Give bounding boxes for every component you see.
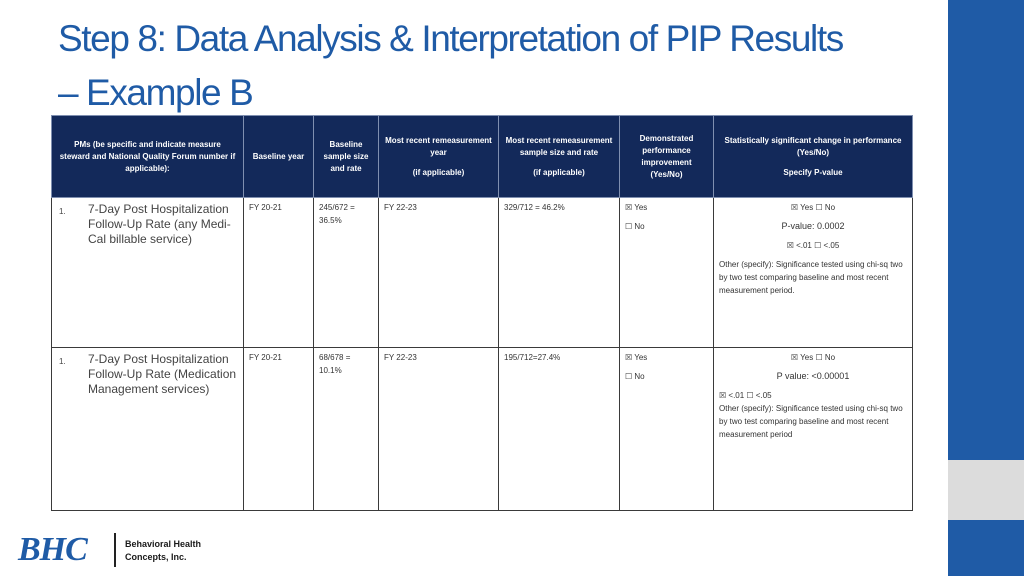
other-specify: [719, 258, 907, 297]
significance-cell: [714, 348, 913, 511]
header-recent-year-label: Most recent remeasurement year: [385, 135, 492, 157]
pm-cell: [52, 198, 244, 348]
table-row: [52, 348, 913, 511]
other-specify-text: Significance tested using chi-sq two by two test comparing baseline and most recent measurement period: [719, 404, 903, 439]
recent-year-cell: FY 22-23: [379, 348, 499, 511]
header-recent-sample: [499, 116, 620, 198]
p-value-text: P-value: 0.0002: [781, 221, 845, 231]
demonstrated-cell: [620, 198, 714, 348]
company-name-line2: Concepts, Inc.: [125, 552, 187, 562]
header-baseline-sample: Baseline sample size and rate: [314, 116, 379, 198]
demonstrated-yes-checkbox[interactable]: ☒ Yes: [625, 203, 648, 212]
pip-results-table: [51, 115, 913, 511]
header-baseline-year: Baseline year: [244, 116, 314, 198]
header-pms: PMs (be specific and indicate measure steward and National Quality Forum number if applicable):: [52, 116, 244, 198]
recent-sample-cell: 329/712 = 46.2%: [499, 198, 620, 348]
p-value-text: P value: <0.00001: [776, 371, 850, 381]
company-name-line1: Behavioral Health: [125, 539, 202, 549]
demonstrated-no-checkbox[interactable]: ☐ No: [625, 222, 645, 231]
pm-description: 7-Day Post Hospitalization Follow-Up Rate (Medication Management services): [88, 352, 237, 396]
company-name: [125, 538, 201, 564]
slide-title: [58, 12, 938, 120]
header-recent-year: [379, 116, 499, 198]
other-specify-text: Significance tested using chi-sq two by two test comparing baseline and most recent measurement period.: [719, 260, 903, 295]
header-recent-sample-label: Most recent remeasurement sample size and rate: [505, 135, 613, 157]
right-accent-bar: [948, 0, 1024, 576]
p-threshold-checkboxes[interactable]: ☒ <.01 ☐ <.05: [786, 241, 840, 250]
demonstrated-no-checkbox[interactable]: ☐ No: [625, 372, 645, 381]
baseline-year-cell: FY 20-21: [244, 348, 314, 511]
pm-description: 7-Day Post Hospitalization Follow-Up Rate (any Medi-Cal billable service): [88, 202, 231, 246]
header-recent-year-sub: (if applicable): [412, 167, 465, 177]
pm-cell: [52, 348, 244, 511]
right-accent-light-segment: [948, 460, 1024, 520]
other-specify-label: Other (specify):: [719, 404, 774, 413]
recent-sample-cell: 195/712=27.4%: [499, 348, 620, 511]
other-specify: [719, 402, 907, 441]
slide-title-line1: Step 8: Data Analysis & Interpretation of PIP Results: [58, 18, 843, 59]
other-specify-label: Other (specify):: [719, 260, 774, 269]
baseline-sample-cell: 245/672 = 36.5%: [314, 198, 379, 348]
bhc-logo-text: BHC: [18, 531, 87, 568]
right-accent-bottom-segment: [948, 520, 1024, 576]
bhc-logo: [16, 529, 108, 569]
header-significance-sub: Specify P-value: [783, 167, 843, 177]
header-significance-label: Statistically significant change in performance (Yes/No): [724, 135, 902, 157]
significance-cell: [714, 198, 913, 348]
baseline-year-cell: FY 20-21: [244, 198, 314, 348]
p-threshold-checkboxes[interactable]: ☒ <.01 ☐ <.05: [719, 391, 772, 400]
pm-number: 1.: [59, 207, 66, 216]
demonstrated-yes-checkbox[interactable]: ☒ Yes: [625, 353, 648, 362]
header-significance: [714, 116, 913, 198]
logo-divider: [114, 533, 116, 567]
slide-title-line2: – Example B: [58, 72, 253, 113]
table-row: [52, 198, 913, 348]
significance-yes-no-checkboxes[interactable]: ☒ Yes ☐ No: [790, 353, 836, 362]
pm-number: 1.: [59, 357, 66, 366]
table-header-row: [52, 116, 913, 198]
header-demonstrated: Demonstrated performance improvement (Yes/No): [620, 116, 714, 198]
header-recent-sample-sub: (if applicable): [533, 167, 585, 177]
recent-year-cell: FY 22-23: [379, 198, 499, 348]
demonstrated-cell: [620, 348, 714, 511]
significance-yes-no-checkboxes[interactable]: ☒ Yes ☐ No: [790, 203, 836, 212]
baseline-sample-cell: 68/678 = 10.1%: [314, 348, 379, 511]
